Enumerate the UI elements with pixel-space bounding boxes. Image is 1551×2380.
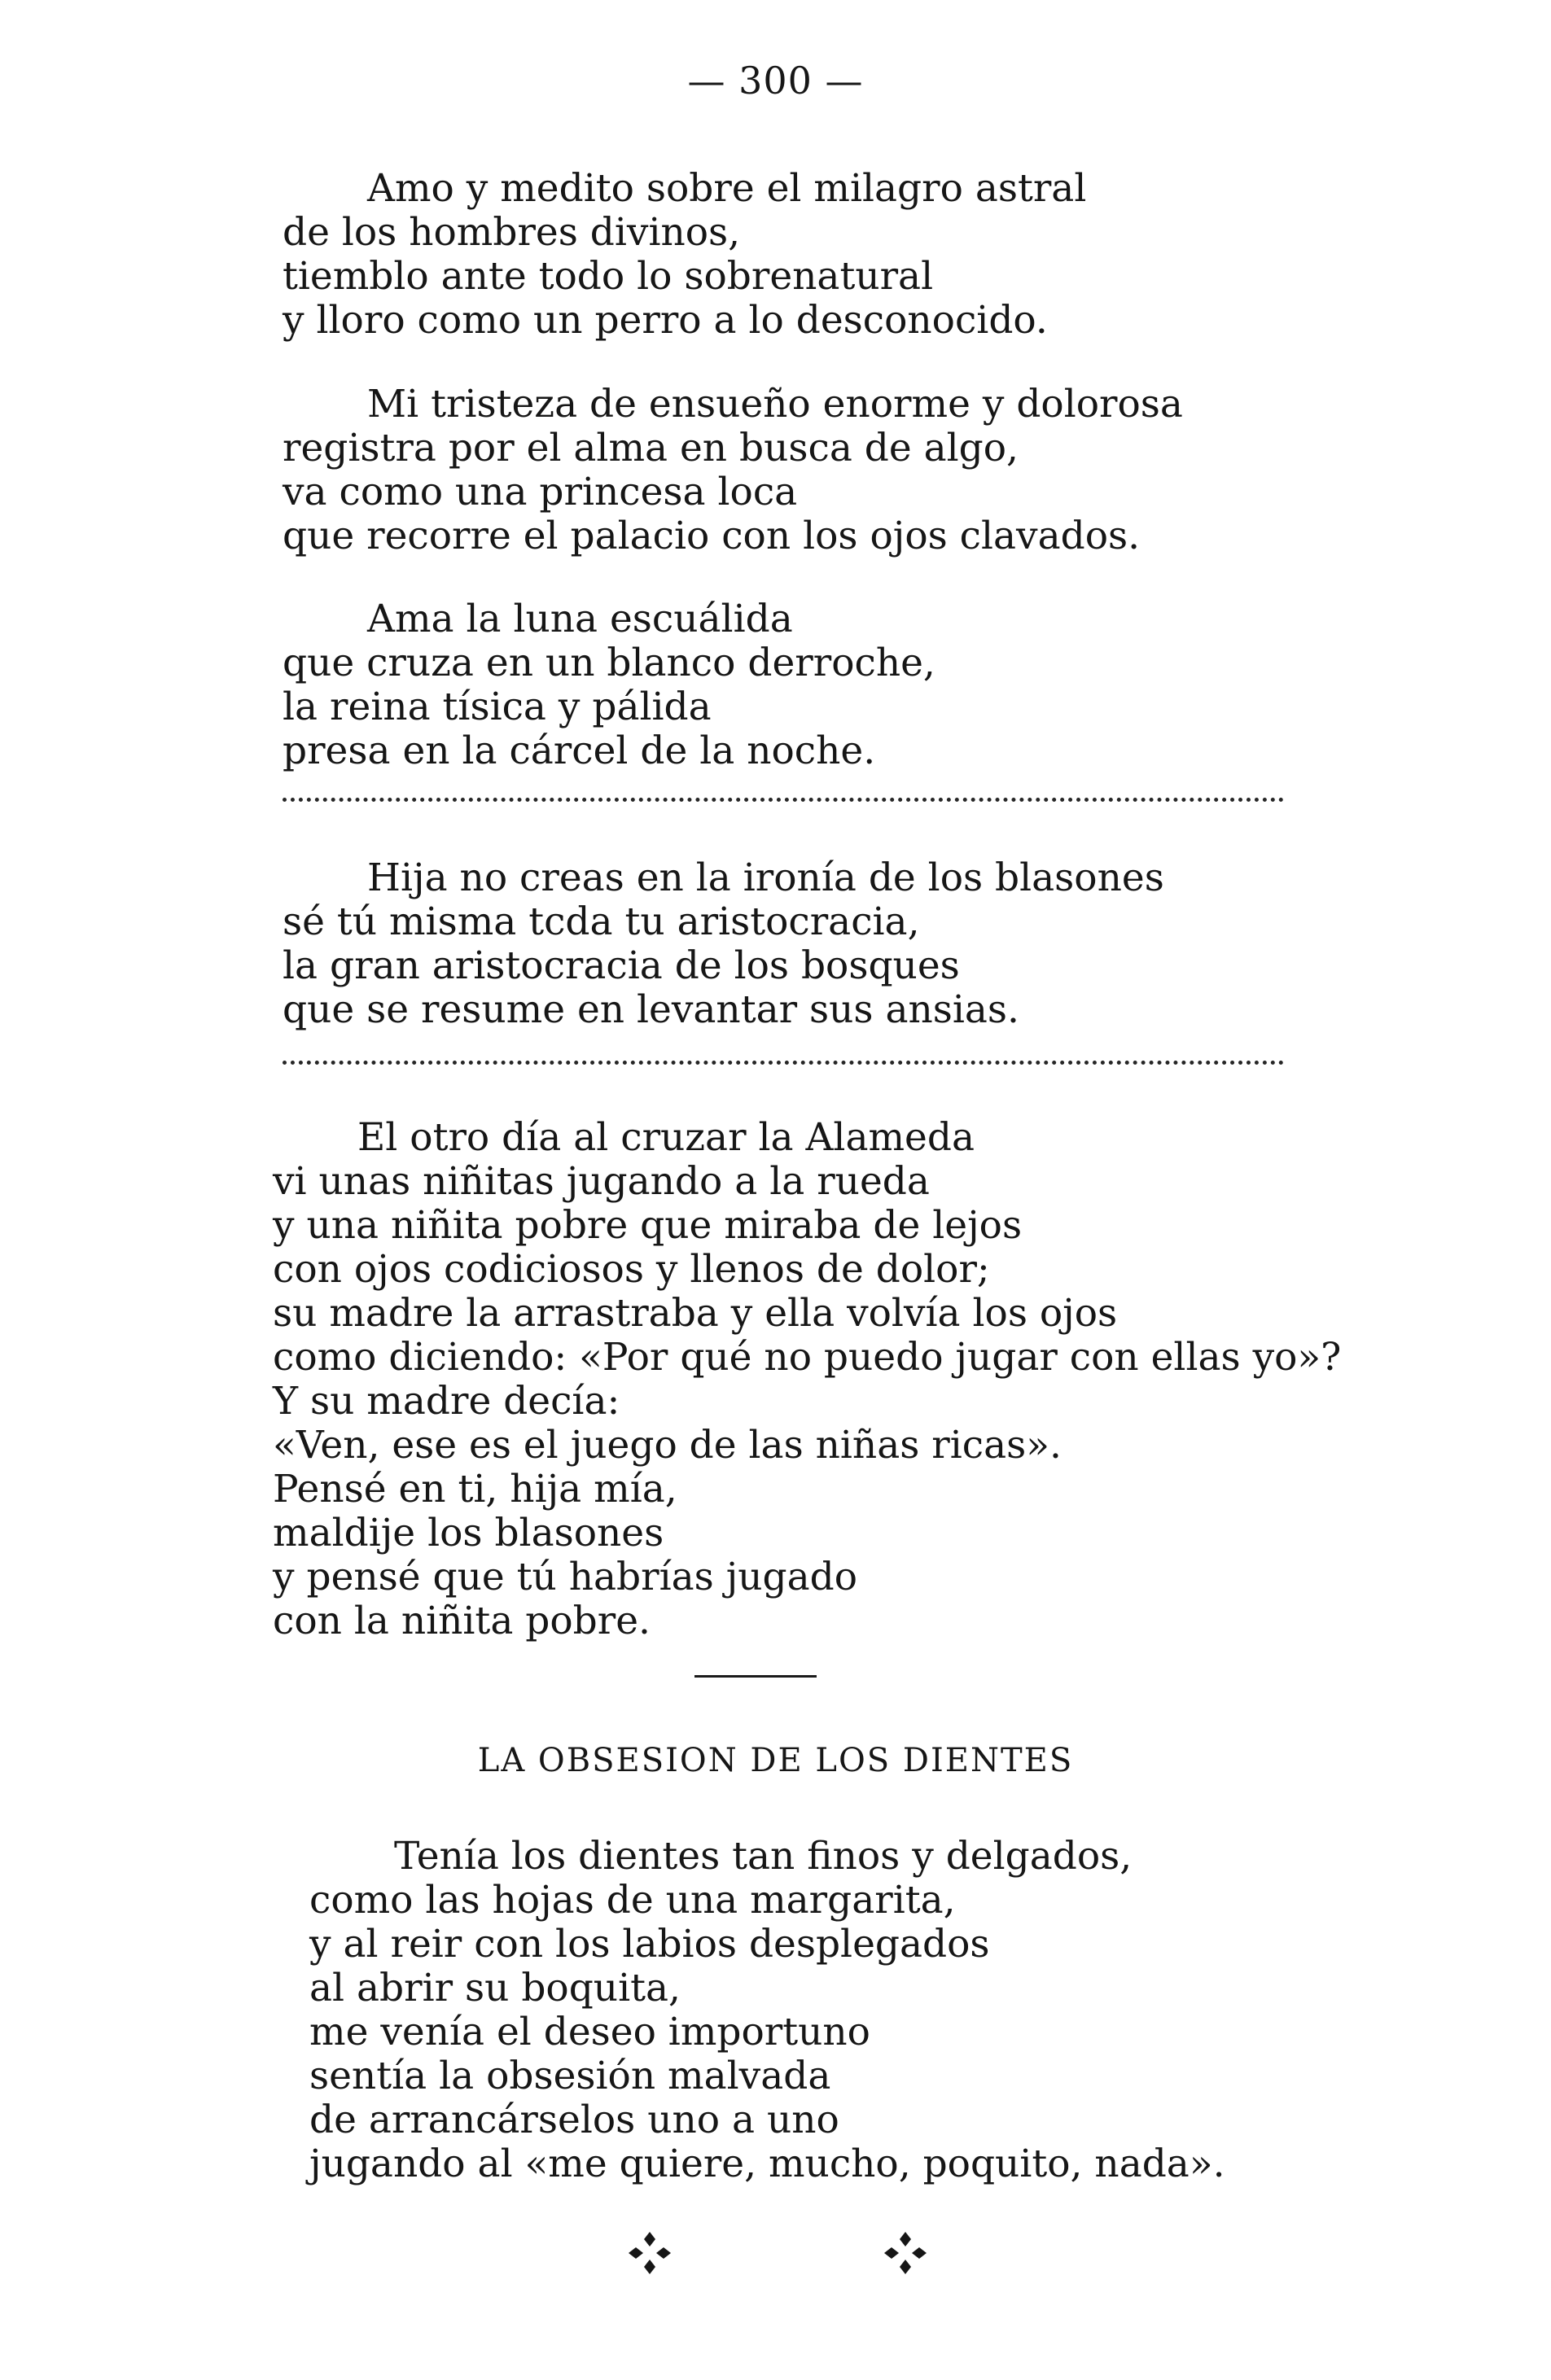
verse-line: va como una princesa loca (283, 470, 798, 514)
verse-line: registra por el alma en busca de algo, (283, 426, 1019, 470)
verse-line: como las hojas de una margarita, (309, 1878, 956, 1923)
verse-line: tiemblo ante todo lo sobrenatural (283, 254, 934, 299)
verse-line: Amo y medito sobre el milagro astral (367, 166, 1087, 211)
section-rule (694, 1675, 817, 1678)
verse-line: de los hombres divinos, (283, 210, 741, 255)
verse-line: y al reir con los labios desplegados (309, 1922, 990, 1967)
verse-line: Mi tristeza de ensueño enorme y dolorosa (367, 382, 1183, 427)
verse-line: como diciendo: «Por qué no puedo jugar con ellas yo»? (273, 1335, 1342, 1380)
verse-line: Hija no creas en la ironía de los blasones (367, 855, 1164, 900)
stanza-3 (283, 597, 935, 773)
stanza-4 (283, 856, 1164, 1032)
page-number: — 300 — (687, 59, 864, 103)
verse-line: con ojos codiciosos y llenos de dolor; (273, 1247, 990, 1292)
verse-line: El otro día al cruzar la Alameda (357, 1115, 975, 1160)
verse-line: Pensé en ti, hija mía, (273, 1467, 677, 1512)
verse-line: maldije los blasones (273, 1511, 664, 1555)
verse-line: de arrancárselos uno a uno (309, 2098, 839, 2142)
verse-line: «Ven, ese es el juego de las niñas ricas». (273, 1423, 1062, 1468)
verse-line: sentía la obsesión malvada (309, 2054, 831, 2098)
stanza-1 (283, 167, 1086, 343)
verse-line: y lloro como un perro a lo desconocido. (283, 298, 1048, 343)
fleuron-icon (881, 2229, 930, 2277)
verse-line: sé tú misma tcda tu aristocracia, (283, 899, 920, 944)
verse-line: la gran aristocracia de los bosques (283, 943, 960, 988)
stanza-2 (283, 383, 1183, 558)
dotted-separator (283, 798, 1284, 802)
verse-line: y una niñita pobre que miraba de lejos (273, 1203, 1023, 1248)
verse-line: que cruza en un blanco derroche, (283, 641, 935, 685)
verse-line: que recorre el palacio con los ojos clavados. (283, 514, 1141, 558)
verse-line: la reina tísica y pálida (283, 685, 712, 729)
verse-line: jugando al «me quiere, mucho, poquito, nada». (309, 2142, 1225, 2186)
verse-line: me venía el deseo importuno (309, 2010, 870, 2054)
verse-line: y pensé que tú habrías jugado (273, 1555, 858, 1599)
verse-line: con la niñita pobre. (273, 1599, 651, 1643)
fleuron-icon (625, 2229, 674, 2277)
stanza-second-poem (309, 1835, 1225, 2186)
verse-line: vi unas niñitas jugando a la rueda (273, 1159, 930, 1204)
verse-line: que se resume en levantar sus ansias. (283, 987, 1019, 1032)
verse-line: Tenía los dientes tan finos y delgados, (394, 1834, 1133, 1879)
dotted-separator (283, 1061, 1284, 1065)
stanza-5 (273, 1116, 1341, 1643)
verse-line: Y su madre decía: (273, 1379, 620, 1424)
verse-line: Ama la luna escuálida (367, 597, 793, 641)
poem-title: LA OBSESION DE LOS DIENTES (477, 1742, 1074, 1779)
verse-line: su madre la arrastraba y ella volvía los ojos (273, 1291, 1118, 1336)
verse-line: presa en la cárcel de la noche. (283, 728, 876, 773)
verse-line: al abrir su boquita, (309, 1966, 681, 2010)
